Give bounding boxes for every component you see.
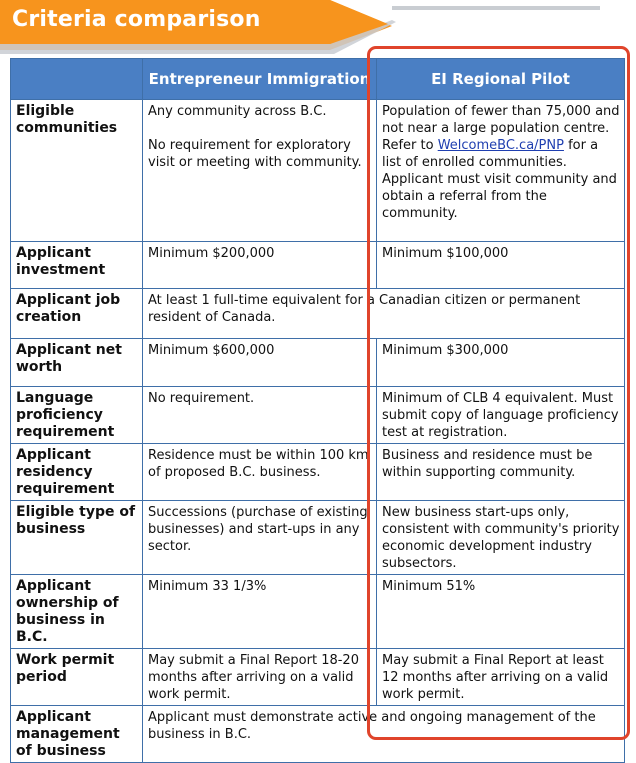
pilot-cell: Minimum 51% [377,575,625,649]
row-eligible-communities [11,100,625,242]
ei-cell: Minimum 33 1/3% [143,575,377,649]
pilot-cell: Minimum $300,000 [377,339,625,387]
row-label: Applicant ownership of business in B.C. [11,575,143,649]
pilot-text: Applicant must visit community and obtain a referral from the community. [382,172,617,221]
row-label: Applicant job creation [11,289,143,339]
row-residency [11,444,625,501]
ei-cell: No requirement. [143,387,377,444]
banner-title: Criteria comparison [12,7,261,32]
pilot-cell [377,100,625,242]
pilot-cell: Minimum of CLB 4 equivalent. Must submit copy of language proficiency test at registration. [377,387,625,444]
row-label: Eligible communities [11,100,143,242]
row-label: Applicant net worth [11,339,143,387]
shared-cell: Applicant must demonstrate active and ongoing management of the business in B.C. [143,706,625,763]
row-label: Applicant residency requirement [11,444,143,501]
row-net-worth [11,339,625,387]
pilot-cell: May submit a Final Report at least 12 months after arriving on a valid work permit. [377,649,625,706]
pilot-text: for a list of enrolled communities. [382,138,599,170]
ei-cell: May submit a Final Report 18-20 months after arriving on a valid work permit. [143,649,377,706]
header-ei-regional-pilot: EI Regional Pilot [377,59,625,100]
ei-cell: Minimum $200,000 [143,242,377,289]
pilot-cell: New business start-ups only, consistent with community's priority economic development industry subsectors. [377,501,625,575]
row-job-creation [11,289,625,339]
header-corner [11,59,143,100]
row-label: Applicant investment [11,242,143,289]
table-header-row [11,59,625,100]
row-label: Language proficiency requirement [11,387,143,444]
pilot-cell: Business and residence must be within supporting community. [377,444,625,501]
ei-cell: Successions (purchase of existing businesses) and start-ups in any sector. [143,501,377,575]
row-label: Eligible type of business [11,501,143,575]
row-work-permit [11,649,625,706]
row-business-type [11,501,625,575]
ei-cell [143,100,377,242]
shared-cell: At least 1 full-time equivalent for a Canadian citizen or permanent resident of Canada. [143,289,625,339]
row-ownership [11,575,625,649]
section-banner [0,0,600,54]
row-label: Work permit period [11,649,143,706]
ei-text: Any community across B.C. [148,104,327,119]
row-management [11,706,625,763]
ei-cell: Residence must be within 100 km of proposed B.C. business. [143,444,377,501]
ei-text: No requirement for exploratory visit or meeting with community. [148,138,362,170]
header-entrepreneur-immigration: Entrepreneur Immigration [143,59,377,100]
comparison-table [10,58,625,763]
welcomebc-link[interactable]: WelcomeBC.ca/PNP [437,138,564,153]
row-language [11,387,625,444]
row-label: Applicant management of business [11,706,143,763]
pilot-text: Population of fewer than 75,000 and not near a large population centre. Refer to [382,104,620,153]
row-investment [11,242,625,289]
pilot-cell: Minimum $100,000 [377,242,625,289]
ei-cell: Minimum $600,000 [143,339,377,387]
